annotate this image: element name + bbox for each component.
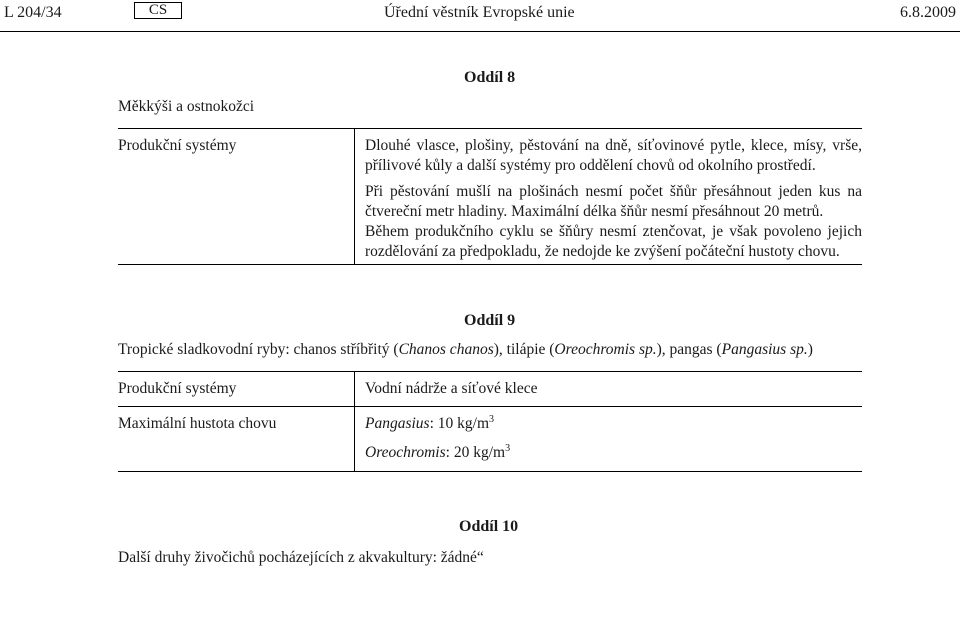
section-8-title: Oddíl 8 <box>464 69 516 86</box>
section-9-row-2-label: Maximální hustota chovu <box>118 415 277 432</box>
section-8-column-divider <box>354 128 355 264</box>
section-9-bottom-rule <box>118 471 862 472</box>
density-value: : 10 kg/m <box>429 415 490 432</box>
oreochromis-density <box>365 444 510 462</box>
section-9-column-divider <box>354 371 355 471</box>
section-9-row-1-label: Produkční systémy <box>118 380 237 397</box>
section-9-row-1-value: Vodní nádrže a síťové klece <box>365 380 538 397</box>
journal-title: Úřední věstník Evropské unie <box>384 4 575 21</box>
section-8-paragraph-1 <box>365 136 862 176</box>
paragraph-line: rozdělování za předpokladu, že nedojde ke zvýšení počáteční hustoty chovu. <box>365 243 840 260</box>
publication-date: 6.8.2009 <box>900 4 956 21</box>
paragraph-line: Během produkčního cyklu se šňůry nesmí ztenčovat, je však povoleno jejich <box>365 223 862 240</box>
section-8-row-label: Produkční systémy <box>118 137 237 154</box>
paragraph-line: čtvereční metr hladiny. Maximální délka šňůr nesmí přesáhnout 20 metrů. <box>365 203 824 220</box>
intro-text: Tropické sladkovodní ryby: chanos stříbřitý ( <box>118 341 399 358</box>
section-8-top-rule <box>118 128 862 129</box>
paragraph-line: Dlouhé vlasce, plošiny, pěstování na dně, síťovinové pytle, klece, mísy, vrše, <box>365 137 862 154</box>
exponent: 3 <box>505 443 511 454</box>
section-10-title: Oddíl 10 <box>459 518 519 535</box>
exponent: 3 <box>489 414 495 425</box>
intro-text: ), tilápie ( <box>493 341 555 358</box>
section-9-title: Oddíl 9 <box>464 312 516 329</box>
intro-text: ) <box>807 341 813 358</box>
species-name: Oreochromis <box>365 444 446 461</box>
header-rule <box>0 31 960 32</box>
section-8-category: Měkkýši a ostnokožci <box>118 98 255 115</box>
section-8-paragraph-2 <box>365 182 862 262</box>
page-reference: L 204/34 <box>4 4 62 21</box>
section-9-middle-rule <box>118 406 862 407</box>
intro-text: ), pangas ( <box>656 341 722 358</box>
section-9-intro <box>118 341 813 359</box>
density-value: : 20 kg/m <box>445 444 506 461</box>
species-name: Pangasius sp. <box>721 341 808 358</box>
species-name: Chanos chanos <box>398 341 494 358</box>
species-name: Oreochromis sp. <box>554 341 657 358</box>
section-10-text: Další druhy živočichů pocházejících z akvakultury: žádné“ <box>118 549 484 566</box>
language-code-badge: CS <box>134 2 182 19</box>
section-8-bottom-rule <box>118 264 862 265</box>
paragraph-line: přílivové kůly a další systémy pro oddělení chovů od okolního prostředí. <box>365 157 816 174</box>
paragraph-line: Při pěstování mušlí na plošinách nesmí počet šňůr přesáhnout jeden kus na <box>365 183 862 200</box>
pangasius-density <box>365 415 494 433</box>
species-name: Pangasius <box>365 415 430 432</box>
section-9-top-rule <box>118 371 862 372</box>
